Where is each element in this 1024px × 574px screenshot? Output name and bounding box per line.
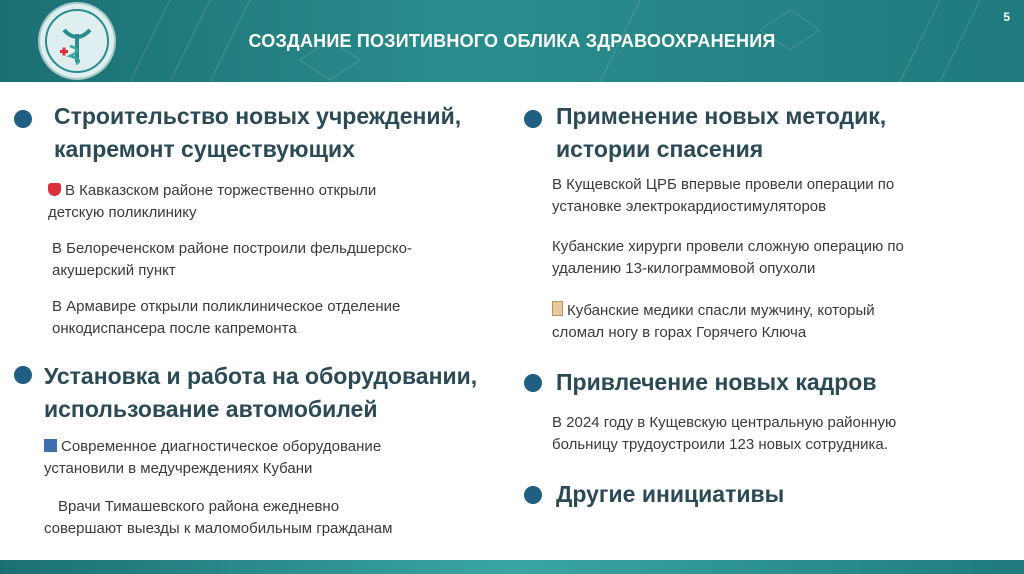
heading-line: Установка и работа на оборудовании, — [44, 363, 478, 389]
news-item — [552, 174, 894, 218]
slide-number: 5 — [1003, 10, 1010, 24]
item-text: Кубанские медики спасли мужчину, который — [567, 302, 875, 319]
bullet-icon — [524, 374, 542, 392]
news-item — [552, 300, 875, 344]
item-text: В Кущевской ЦРБ впервые провели операции по — [552, 176, 895, 193]
medical-device-icon — [44, 439, 57, 452]
bullet-icon — [14, 366, 32, 384]
item-text: онкодиспансера после капремонта — [52, 320, 297, 337]
section-heading-other: Другие инициативы — [556, 481, 785, 507]
news-item — [552, 236, 904, 280]
page-title: СОЗДАНИЕ ПОЗИТИВНОГО ОБЛИКА ЗДРАВООХРАНЕНИЯ — [248, 31, 776, 51]
news-item — [44, 496, 392, 540]
item-text: акушерский пункт — [52, 262, 176, 279]
item-text: В Белореченском районе построили фельдшерско- — [52, 240, 412, 257]
heading-line: Применение новых методик, — [556, 103, 887, 129]
item-text: совершают выезды к маломобильным гражданам — [44, 520, 393, 537]
heading-line: капремонт существующих — [54, 136, 355, 162]
item-text: Современное диагностическое оборудование — [61, 438, 382, 455]
item-text: больницу трудоустроили 123 новых сотрудника. — [552, 436, 888, 453]
item-text: установили в медучреждениях Кубани — [44, 460, 313, 477]
heading-line: Строительство новых учреждений, — [54, 103, 462, 129]
item-text: Врачи Тимашевского района ежедневно — [58, 498, 340, 515]
section-heading-methods — [556, 100, 886, 166]
item-text: В Кавказском районе торжественно открыли — [65, 182, 377, 199]
bandage-icon — [552, 301, 563, 316]
heading-line: истории спасения — [556, 136, 764, 162]
bullet-icon — [524, 110, 542, 128]
news-item — [552, 412, 896, 456]
section-heading-equipment — [44, 360, 477, 426]
item-text: Кубанские хирурги провели сложную операцию по — [552, 238, 904, 255]
news-item — [52, 296, 400, 340]
item-text: В Армавире открыли поликлиническое отделение — [52, 298, 401, 315]
news-item — [52, 238, 412, 282]
section-heading-construction — [54, 100, 461, 166]
heading-line: использование автомобилей — [44, 396, 378, 422]
bullet-icon — [524, 486, 542, 504]
footer-bar — [0, 560, 1024, 574]
header-bar — [0, 0, 1024, 82]
item-text: сломал ногу в горах Горячего Ключа — [552, 324, 807, 341]
item-text: удалению 13-килограммовой опухоли — [552, 260, 816, 277]
item-text: детскую поликлинику — [48, 204, 197, 221]
bullet-icon — [14, 110, 32, 128]
news-item — [48, 180, 376, 224]
item-text: установке электрокардиостимуляторов — [552, 198, 827, 215]
heart-icon — [48, 183, 61, 196]
section-heading-staff: Привлечение новых кадров — [556, 369, 877, 395]
news-item — [44, 436, 381, 480]
item-text: В 2024 году в Кущевскую центральную районную — [552, 414, 897, 431]
